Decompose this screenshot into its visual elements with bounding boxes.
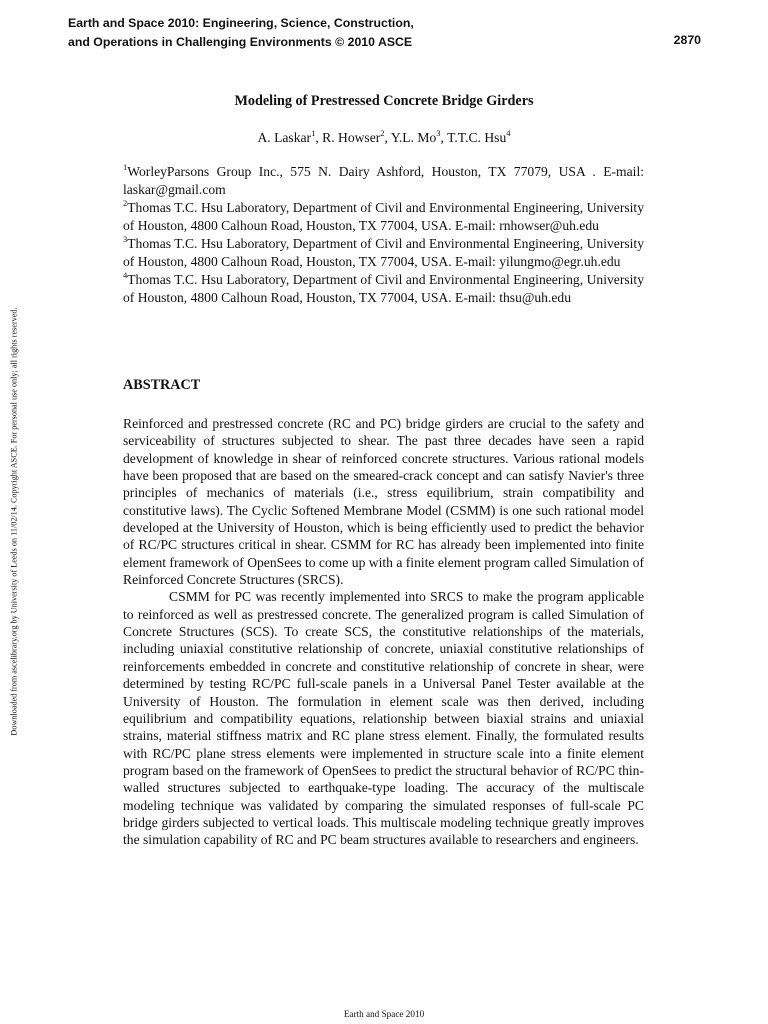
author-affil-mark: 1 bbox=[311, 128, 316, 138]
affiliation-text: Thomas T.C. Hsu Laboratory, Department of Civil and Environmental Engineering, University of Houston, 4800 Calhoun Road, Houston, TX 77004, USA. E-mail: rnhowser@uh.edu bbox=[123, 200, 644, 233]
author-name: Y.L. Mo bbox=[390, 130, 437, 145]
affiliation-item bbox=[123, 163, 644, 199]
affiliation-item bbox=[123, 235, 644, 271]
affiliation-mark: 3 bbox=[123, 234, 128, 244]
affiliation-item bbox=[123, 271, 644, 307]
header-line-1: Earth and Space 2010: Engineering, Science, Construction, bbox=[68, 16, 414, 30]
affiliation-list bbox=[123, 163, 644, 307]
affiliation-item bbox=[123, 199, 644, 235]
author-separator: , bbox=[440, 130, 448, 145]
page-footer: Earth and Space 2010 bbox=[343, 1009, 425, 1019]
paper-title: Modeling of Prestressed Concrete Bridge Girders bbox=[234, 93, 534, 109]
author-separator: , bbox=[384, 130, 391, 145]
abstract-body bbox=[123, 415, 644, 849]
download-notice bbox=[9, 242, 19, 802]
abstract-paragraph: CSMM for PC was recently implemented into SRCS to make the program applicable to reinforced as well as prestressed concrete. The generalized program is called Simulation of Concrete Structures (SCS). To create SCS, the constitutive relationships of the materials, including uniaxial constitutive relationship of concrete, uniaxial constitutive relationships of reinforcements embedded in concrete and constitutive relationship of concrete in shear, were determined by testing RC/PC full-scale panels in a Universal Panel Tester available at the University of Houston. The formulation in element scale was then derived, including equilibrium and compatibility equations, relationship between biaxial strains and uniaxial strains, material stiffness matrix and RC plane stress element. Finally, the formulated results with RC/PC plane stress elements were implemented in structure scale into a finite element program based on the framework of OpenSees to predict the structural behavior of RC/PC thin-walled structures subjected to earthquake-type loading. The accuracy of the multiscale modeling technique was validated by comparing the simulated responses of full-scale PC bridge girders subjected to vertical loads. This multiscale modeling technique greatly improves the simulation capability of RC and PC beam structures available to researchers and engineers. bbox=[123, 589, 644, 848]
author-affil-mark: 2 bbox=[380, 128, 385, 138]
abstract-heading: ABSTRACT bbox=[123, 377, 201, 393]
author-affil-mark: 3 bbox=[436, 128, 441, 138]
affiliation-mark: 1 bbox=[123, 162, 128, 172]
header-line-2: and Operations in Challenging Environments © 2010 ASCE bbox=[68, 35, 413, 49]
affiliation-text: WorleyParsons Group Inc., 575 N. Dairy Ashford, Houston, TX 77079, USA . E-mail: laskar@gmail.com bbox=[123, 164, 644, 197]
author-name: R. Howser bbox=[322, 130, 381, 145]
download-notice-text: Downloaded from ascelibrary.org by University of Leeds on 11/02/14. Copyright ASCE. For personal use only; all rights reserved. bbox=[9, 307, 19, 736]
page-number: 2870 bbox=[673, 33, 701, 47]
author-affil-mark: 4 bbox=[506, 128, 511, 138]
running-header bbox=[68, 14, 708, 52]
affiliation-mark: 4 bbox=[123, 270, 128, 280]
author-name: T.T.C. Hsu bbox=[447, 130, 507, 145]
affiliation-text: Thomas T.C. Hsu Laboratory, Department of Civil and Environmental Engineering, University of Houston, 4800 Calhoun Road, Houston, TX 77004, USA. E-mail: yilungmo@egr.uh.edu bbox=[123, 236, 644, 269]
author-separator: , bbox=[315, 130, 323, 145]
abstract-paragraph: Reinforced and prestressed concrete (RC and PC) bridge girders are crucial to the safety and serviceability of structures subjected to shear. The past three decades have seen a rapid development of knowledge in shear of reinforced concrete structures. Various rational models have been proposed that are based on the smeared-crack concept and can satisfy Navier's three principles of mechanics of materials (i.e., stress equilibrium, strain compatibility and constitutive laws). The Cyclic Softened Membrane Model (CSMM) is one such rational model developed at the University of Houston, which is being efficiently used to predict the behavior of RC/PC structures critical in shear. CSMM for RC has already been implemented into finite element framework of OpenSees to come up with a finite element program called Simulation of Reinforced Concrete Structures (SRCS). bbox=[123, 416, 644, 588]
author-list bbox=[0, 128, 768, 146]
affiliation-text: Thomas T.C. Hsu Laboratory, Department of Civil and Environmental Engineering, University of Houston, 4800 Calhoun Road, Houston, TX 77004, USA. E-mail: thsu@uh.edu bbox=[123, 272, 644, 305]
author-name: A. Laskar bbox=[257, 130, 312, 145]
affiliation-mark: 2 bbox=[123, 198, 128, 208]
